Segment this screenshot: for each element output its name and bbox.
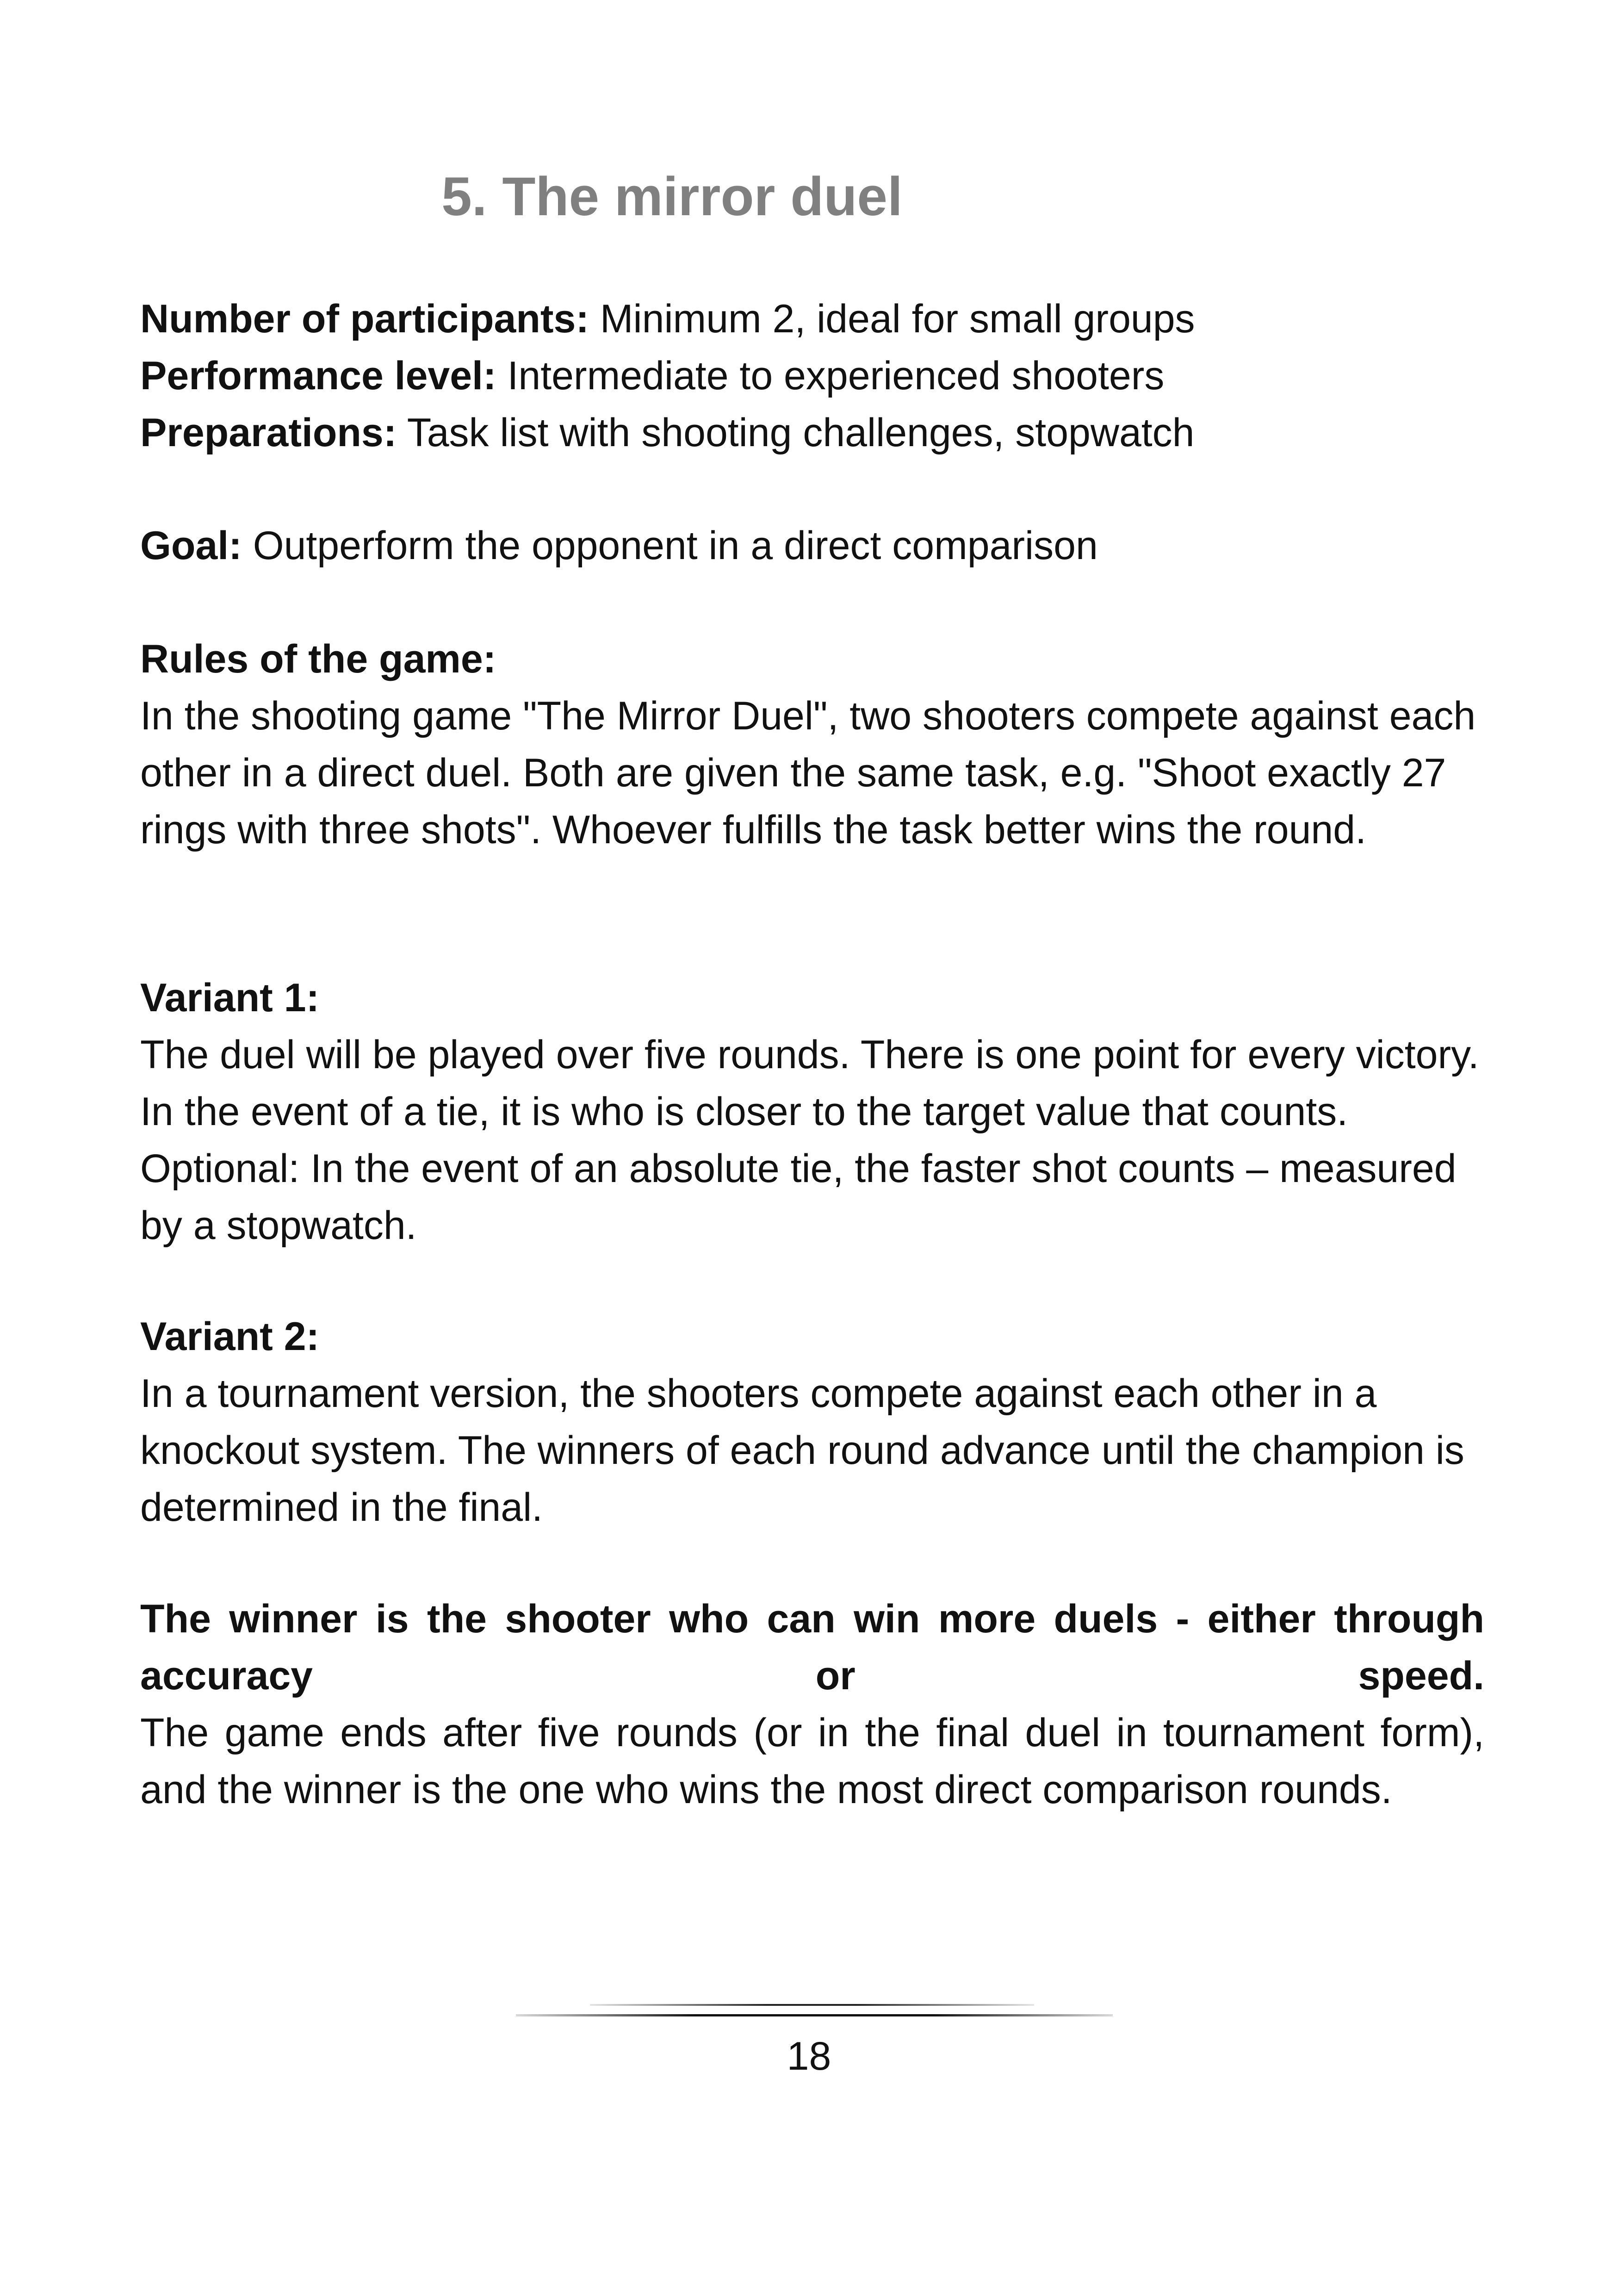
participants-line [140,291,1484,348]
winner-word-or: or [815,1654,855,1698]
variant1-heading: Variant 1: [140,976,320,1020]
participants-value: Minimum 2, ideal for small groups [589,297,1195,341]
level-line [140,348,1484,404]
footer-divider-top-stroke [590,2004,1034,2006]
rules-section [140,631,1484,859]
page-number: 18 [787,2034,831,2078]
participants-label: Number of participants: [140,297,589,341]
footer-divider [516,2004,1113,2018]
goal-line [140,517,1484,574]
variant1-text: The duel will be played over five rounds. There is one point for every victory. In the event of a tie, it is who is closer to the target value that counts. Optional: In the event of an absolute tie, the faster shot counts – measured by a stopwatch. [140,1033,1479,1248]
winner-line1: The winner is the shooter who can win more duels - either through [140,1597,1484,1641]
goal-label: Goal: [140,523,242,568]
prep-value: Task list with shooting challenges, stopwatch [397,411,1195,455]
rules-text: In the shooting game "The Mirror Duel", two shooters compete against each other in a direct duel. Both are given the same task, e.g. "Shoot exactly 27 rings with three shots". Whoever fulfills the task better wins the round. [140,694,1476,852]
goal-value: Outperform the opponent in a direct comparison [242,523,1098,568]
variant2-section [140,1308,1484,1536]
winner-text: The game ends after five rounds (or in the final duel in tournament form), and the winner is the one who wins the most direct comparison rounds. [140,1711,1484,1812]
level-label: Performance level: [140,354,496,398]
winner-section [140,1591,1484,1818]
footer-divider-bottom-stroke [516,2014,1113,2016]
variant1-section [140,970,1484,1254]
winner-word-accuracy: accuracy [140,1654,313,1698]
winner-word-speed: speed. [1358,1654,1484,1698]
level-value: Intermediate to experienced shooters [496,354,1165,398]
prep-label: Preparations: [140,411,397,455]
page-title: 5. The mirror duel [441,166,903,227]
prep-line [140,404,1484,461]
winner-line2 [140,1648,1484,1705]
variant2-text: In a tournament version, the shooters compete against each other in a knockout system. The winners of each round advance until the champion is determined in the final. [140,1371,1464,1530]
variant2-heading: Variant 2: [140,1314,320,1359]
meta-block [140,291,1484,461]
rules-heading: Rules of the game: [140,637,496,681]
